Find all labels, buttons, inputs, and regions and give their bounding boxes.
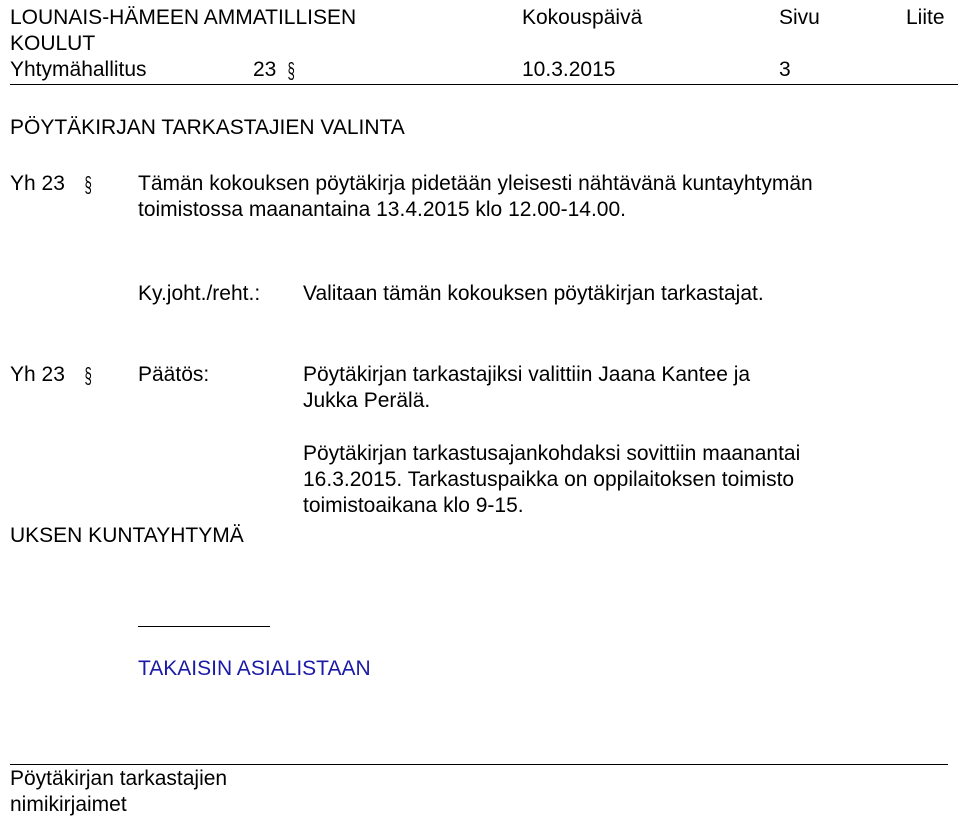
proposal-text: Valitaan tämän kokouksen pöytäkirjan tarkastajat.	[303, 282, 764, 305]
intro-line2: toimistossa maanantaina 13.4.2015 klo 12.00-14.00.	[138, 198, 626, 221]
footer-line2: nimikirjaimet	[10, 793, 127, 816]
decision-section-symbol: §	[84, 363, 92, 388]
decision-para2-line2: 16.3.2015. Tarkastuspaikka on oppilaitoksen toimisto	[303, 468, 795, 491]
header-attachment-label: Liite	[906, 6, 945, 29]
link-separator	[138, 626, 270, 627]
back-to-agenda-link[interactable]: TAKAISIN ASIALISTAAN	[138, 657, 371, 680]
header-body-name: Yhtymähallitus	[10, 58, 147, 81]
header-item-number: 23	[253, 58, 277, 81]
decision-ref: Yh 23	[10, 363, 65, 386]
header-org-line1: LOUNAIS-HÄMEEN AMMATILLISEN	[10, 6, 357, 29]
decision-para1-line1: Pöytäkirjan tarkastajiksi valittiin Jaana Kantee ja	[303, 363, 751, 386]
header-page-label: Sivu	[779, 6, 820, 29]
header-meeting-date-label: Kokouspäivä	[522, 6, 643, 29]
header-meeting-date: 10.3.2015	[522, 58, 616, 81]
header-section-symbol: §	[287, 58, 295, 83]
intro-line1: Tämän kokouksen pöytäkirja pidetään yleisesti nähtävänä kuntayhtymän	[138, 172, 813, 195]
decision-label: Päätös:	[138, 363, 210, 386]
page-title: PÖYTÄKIRJAN TARKASTAJIEN VALINTA	[10, 116, 405, 139]
header-org-line2: KOULUT	[10, 32, 96, 55]
decision-para2-line1: Pöytäkirjan tarkastusajankohdaksi sovittiin maanantai	[303, 442, 801, 465]
footer-line1: Pöytäkirjan tarkastajien	[10, 767, 228, 790]
proposal-label: Ky.joht./reht.:	[138, 282, 261, 305]
org-continuation: UKSEN KUNTAYHTYMÄ	[10, 524, 244, 547]
decision-para2-line3: toimistoaikana klo 9-15.	[303, 494, 524, 517]
footer-rule	[10, 764, 948, 765]
intro-ref: Yh 23	[10, 172, 65, 195]
intro-section-symbol: §	[84, 172, 92, 197]
header-rule	[10, 84, 958, 85]
header-page-number: 3	[779, 58, 791, 81]
decision-para1-line2: Jukka Perälä.	[303, 389, 431, 412]
